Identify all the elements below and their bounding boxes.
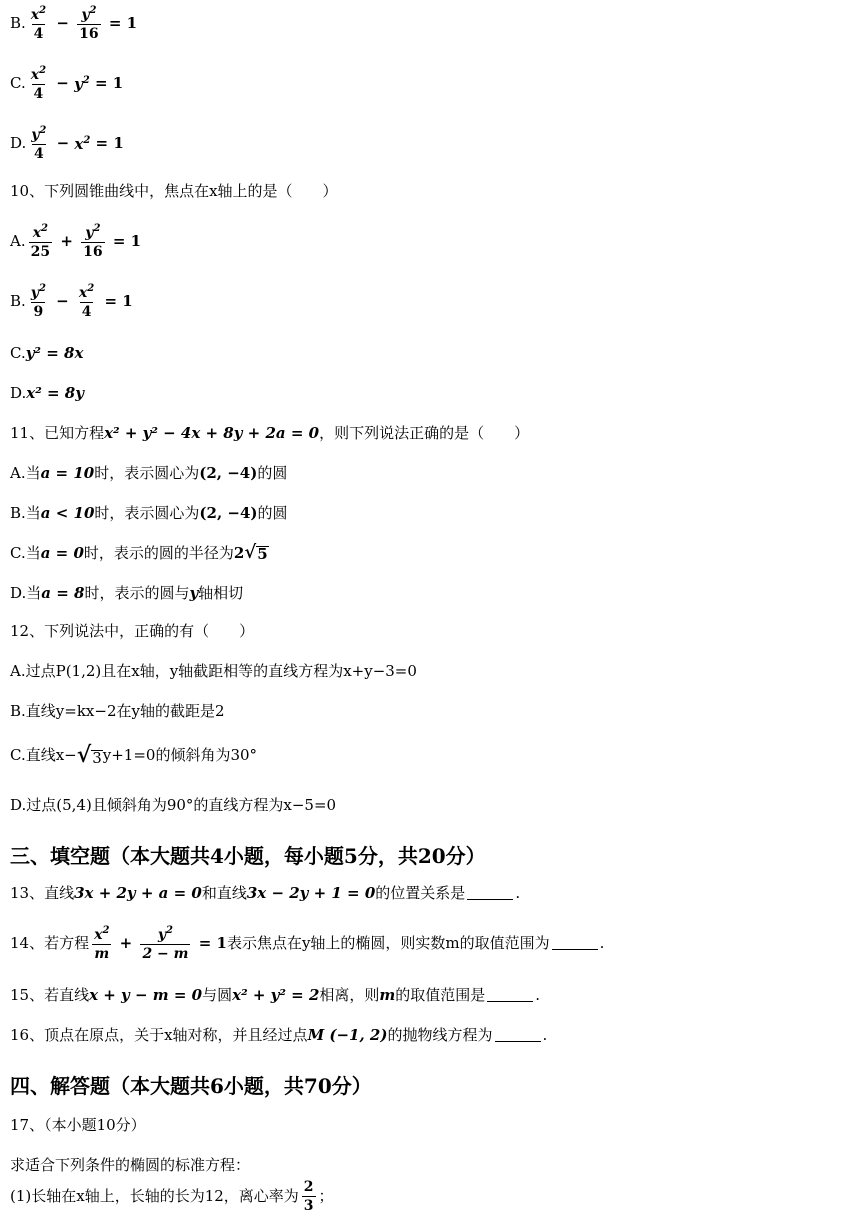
q10-option-c: C. y² = 8x: [10, 344, 84, 362]
q17-head: 17、（本小题10分）: [10, 1116, 146, 1134]
q11-option-c: C.当 a = 0 时，表示的圆的半径为 2 √ 5: [10, 542, 268, 563]
q12-stem: 12、下列说法中，正确的有（ ）: [10, 622, 255, 640]
fraction: $\frac{x^2}{m}$: [94, 925, 110, 962]
fraction: $\frac{x^2}{4}$: [30, 65, 47, 102]
fraction: $\frac{y^2}{4}$: [31, 125, 47, 162]
answer-blank[interactable]: [467, 887, 513, 900]
q14: 14、若方程 $\frac{x^2}{m}$ + $\frac{y^2}{2 - m}$ = 1 表示焦点在y轴上的椭圆，则实数m的取值范围为 .: [10, 925, 605, 962]
q10-option-b: B. $\frac{y^2}{9}$ − $\frac{x^2}{4}$ = 1: [10, 283, 133, 320]
q12-option-c: C.直线x− √ 3 y+1=0的倾斜角为30°: [10, 742, 258, 768]
q9-option-c: C. $\frac{x^2}{4}$ − $y^2$ = 1: [10, 65, 124, 102]
q12-option-b: B.直线y=kx−2在y轴的截距是2: [10, 702, 225, 720]
answer-blank[interactable]: [495, 1029, 541, 1042]
q10-stem: 10、下列圆锥曲线中，焦点在x轴上的是（ ）: [10, 182, 338, 200]
q9-option-d: D. $\frac{y^2}{4}$ − $x^2$ = 1: [10, 125, 124, 162]
q9-option-b: B. $\frac{x^2}{4}$ − $\frac{y^2}{16}$ = 1: [10, 5, 138, 42]
sqrt-symbol: √ 5: [244, 542, 268, 563]
q11-option-d: D.当 a = 8 时，表示的圆与 y 轴相切: [10, 584, 244, 602]
q12-option-a: A.过点P(1,2)且在x轴，y轴截距相等的直线方程为x+y−3=0: [10, 662, 417, 680]
q11-option-b: B.当 a < 10 时，表示圆心为 (2, −4) 的圆: [10, 504, 288, 522]
fraction: $\frac{x^2}{25}$: [30, 223, 51, 260]
fraction: $\frac{y^2}{16}$: [83, 223, 103, 260]
q11-stem: 11、已知方程 x² + y² − 4x + 8y + 2a = 0 ，则下列说法正确的是（ ）: [10, 424, 530, 442]
q15: 15、若直线 x + y − m = 0 与圆 x² + y² = 2 相离，则 m 的取值范围是 .: [10, 986, 541, 1004]
q13: 13、直线 3x + 2y + a = 0 和直线 3x − 2y + 1 = 0 的位置关系是 .: [10, 884, 521, 902]
fraction: $\frac{y^2}{16}$: [79, 5, 99, 42]
q10-option-a: A. $\frac{x^2}{25}$ + $\frac{y^2}{16}$ = 1: [10, 223, 142, 260]
fraction: $\frac{x^2}{4}$: [30, 5, 47, 42]
q10-option-d: D. x² = 8y: [10, 384, 84, 402]
fraction: $\frac{x^2}{4}$: [78, 283, 95, 320]
q17-part1: (1)长轴在x轴上，长轴的长为12，离心率为 $\frac{2}{3}$ ；: [10, 1179, 334, 1214]
q16: 16、顶点在原点，关于x轴对称，并且经过点 M (−1, 2) 的抛物线方程为 .: [10, 1026, 548, 1044]
fraction: $\frac{y^2}{2 - m}$: [142, 925, 189, 962]
section-title-answer: 四、解答题（本大题共6小题，共70分）: [10, 1074, 372, 1098]
fraction: $\frac{2}{3}$: [303, 1179, 314, 1214]
answer-blank[interactable]: [487, 989, 533, 1002]
section-title-fill-in: 三、填空题（本大题共4小题，每小题5分，共20分）: [10, 844, 486, 868]
q12-option-d: D.过点(5,4)且倾斜角为90°的直线方程为x−5=0: [10, 796, 337, 814]
q17-stem: 求适合下列条件的椭圆的标准方程：: [10, 1156, 251, 1174]
sqrt-symbol: √ 3: [76, 742, 102, 768]
q11-option-a: A.当 a = 10 时，表示圆心为 (2, −4) 的圆: [10, 464, 288, 482]
answer-blank[interactable]: [552, 937, 598, 950]
fraction: $\frac{y^2}{9}$: [30, 283, 46, 320]
